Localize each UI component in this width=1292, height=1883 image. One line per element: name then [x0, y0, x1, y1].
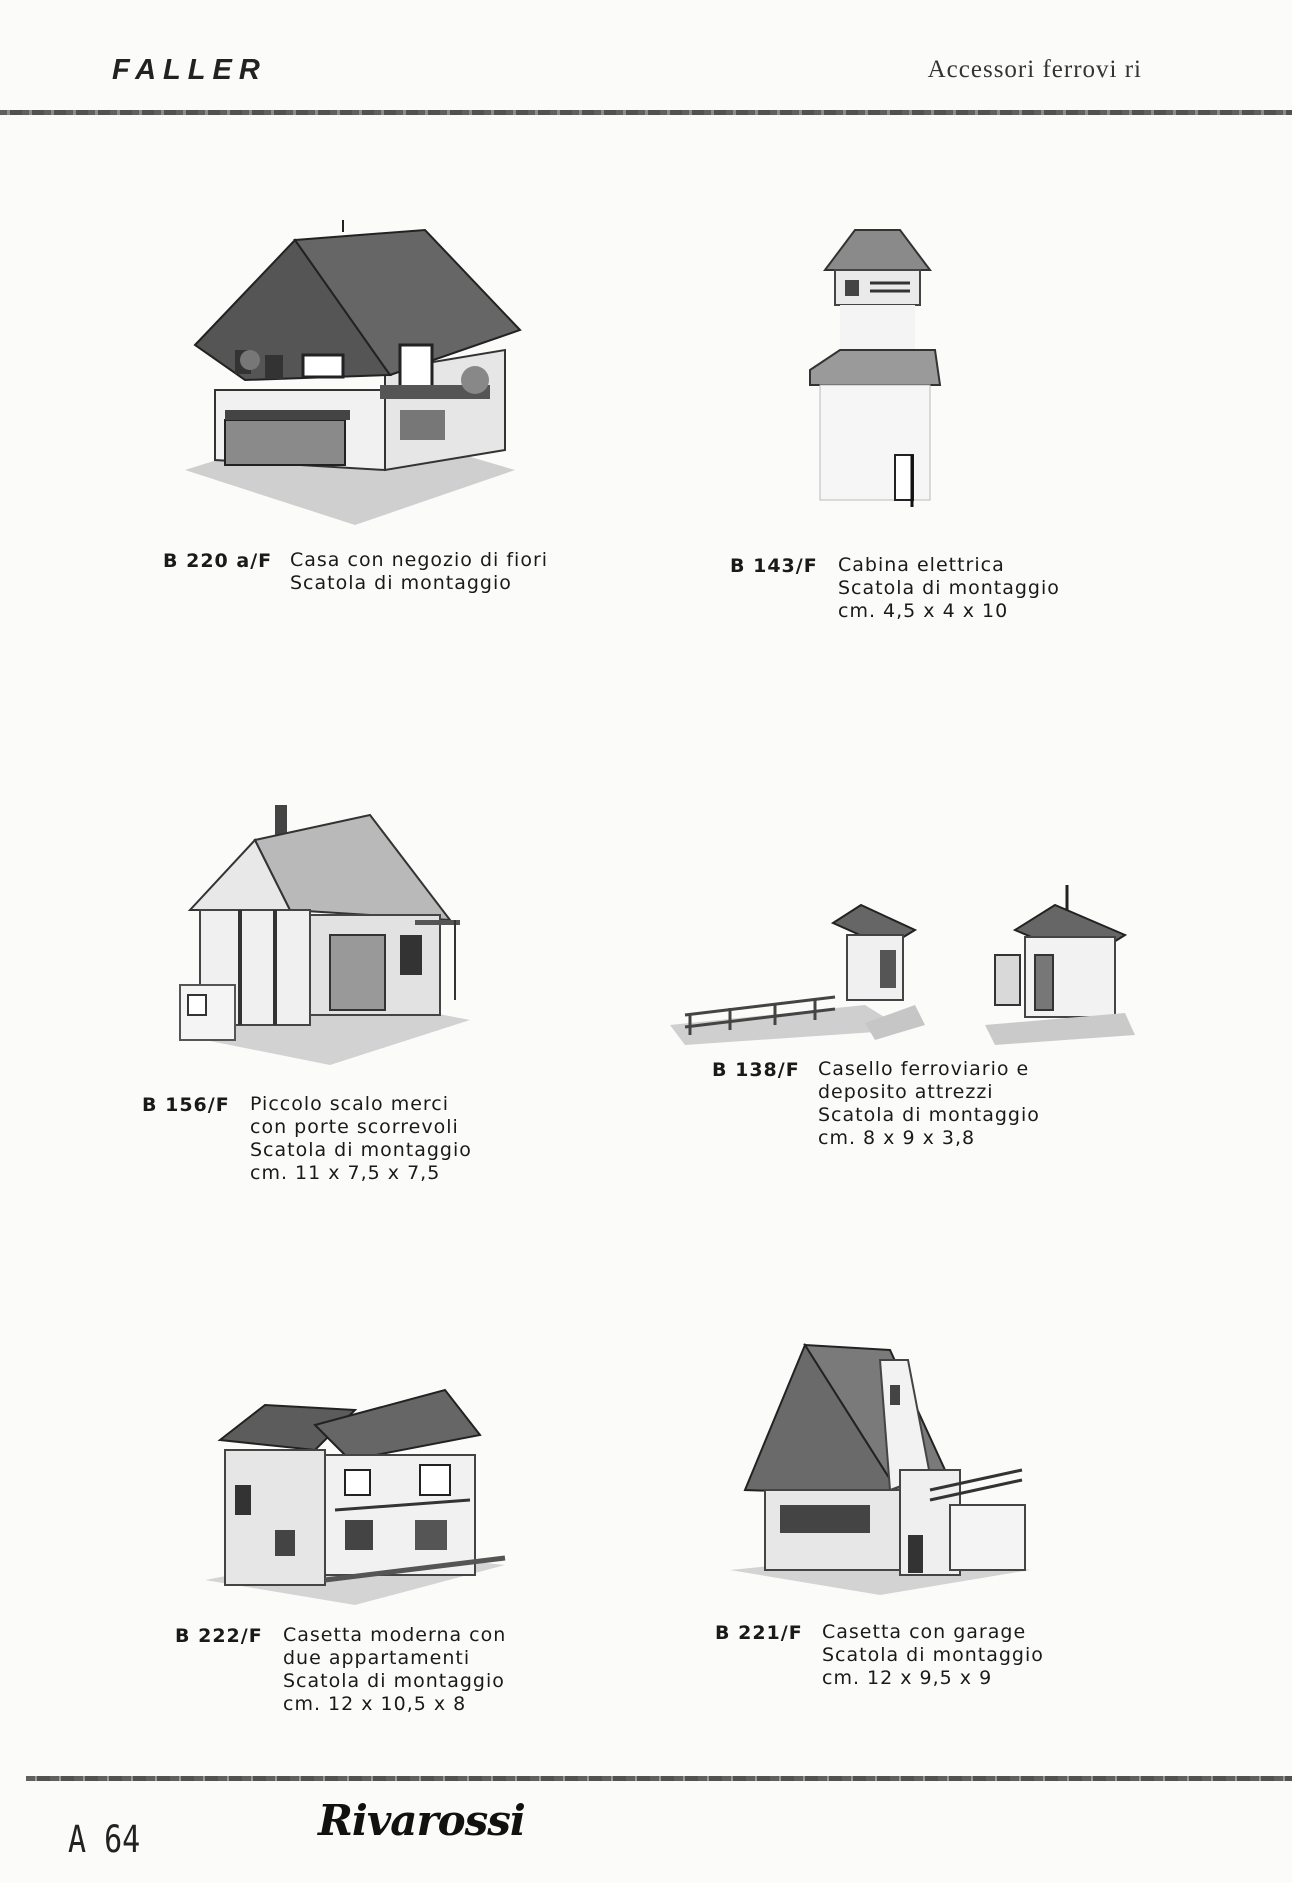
description-line: Scatola di montaggio — [283, 1670, 505, 1692]
description-line: Scatola di montaggio — [818, 1104, 1040, 1126]
house-with-garage-illustration — [730, 1340, 1040, 1600]
freight-depot-illustration — [180, 800, 480, 1070]
electrical-tower-illustration — [800, 225, 940, 515]
header-rule — [0, 110, 1292, 115]
description-line: Cabina elettrica — [838, 554, 1005, 576]
product-code: B 156/F — [142, 1094, 230, 1116]
description-line: cm. 12 x 10,5 x 8 — [283, 1693, 467, 1715]
product-code: B 222/F — [175, 1625, 263, 1647]
product-description — [818, 1058, 1040, 1150]
description-line: Scatola di montaggio — [838, 577, 1060, 599]
product-description — [290, 549, 548, 595]
product-description — [822, 1621, 1044, 1690]
product-description — [283, 1624, 506, 1716]
description-line: Casello ferroviario e — [818, 1058, 1030, 1080]
description-line: Piccolo scalo merci — [250, 1093, 450, 1115]
description-line: Scatola di montaggio — [290, 572, 512, 594]
product-code: B 220 a/F — [163, 550, 273, 572]
description-line: cm. 8 x 9 x 3,8 — [818, 1127, 976, 1149]
section-title: Accessori ferrovi ri — [927, 56, 1142, 83]
modern-two-apartment-house-illustration — [205, 1380, 515, 1610]
footer-rule — [26, 1776, 1292, 1781]
description-line: cm. 12 x 9,5 x 9 — [822, 1667, 993, 1689]
description-line: Scatola di montaggio — [822, 1644, 1044, 1666]
product-code: B 138/F — [712, 1059, 800, 1081]
product-description — [250, 1093, 472, 1185]
description-line: Casetta con garage — [822, 1621, 1027, 1643]
house-with-flower-shop-illustration — [175, 220, 545, 530]
description-line: Casa con negozio di fiori — [290, 549, 549, 571]
product-description — [838, 554, 1060, 623]
description-line: Scatola di montaggio — [250, 1139, 472, 1161]
description-line: con porte scorrevoli — [250, 1116, 459, 1138]
product-code: B 221/F — [715, 1622, 803, 1644]
description-line: due appartamenti — [283, 1647, 471, 1669]
rivarossi-signature-logo: Rivarossi — [318, 1796, 525, 1845]
description-line: cm. 4,5 x 4 x 10 — [838, 600, 1009, 622]
page-number: A 64 — [68, 1818, 141, 1862]
brand-name: FALLER — [112, 54, 267, 86]
product-code: B 143/F — [730, 555, 818, 577]
description-line: Casetta moderna con — [283, 1624, 507, 1646]
crossing-keeper-hut-and-tool-shed-illustration — [665, 875, 1135, 1045]
description-line: cm. 11 x 7,5 x 7,5 — [250, 1162, 441, 1184]
description-line: deposito attrezzi — [818, 1081, 994, 1103]
